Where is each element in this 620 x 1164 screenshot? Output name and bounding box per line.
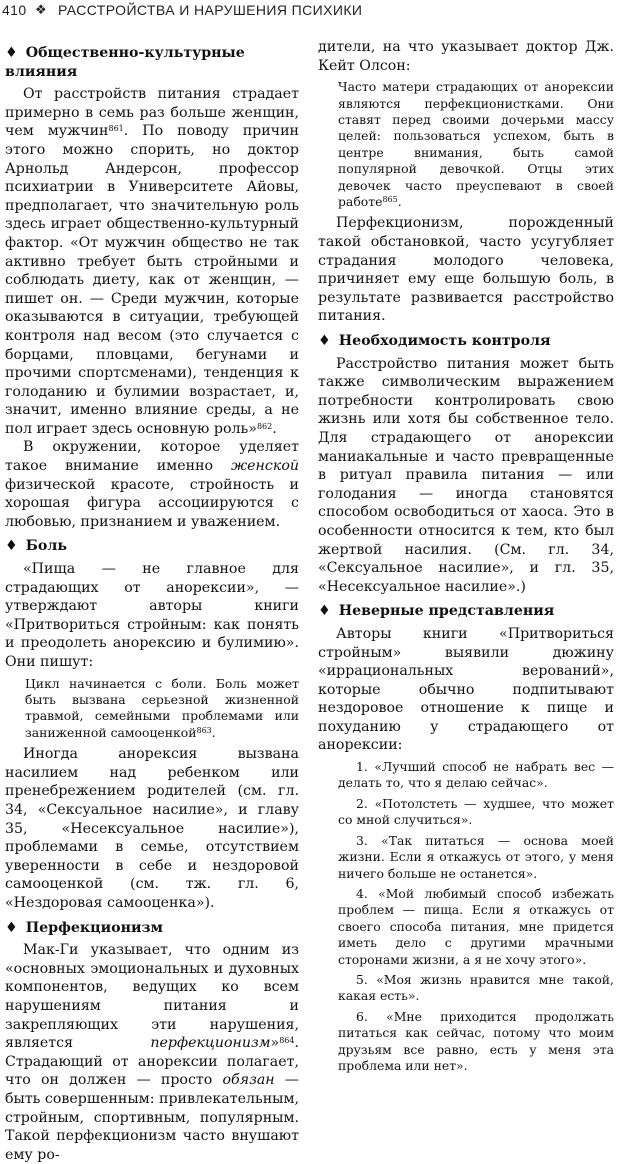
footnote-ref: 862 — [256, 421, 273, 431]
list-item: 1. «Лучший способ не набрать вес — делать то, что я делаю сейчас». — [338, 759, 614, 791]
paragraph: Авторы книги «Притвориться стройным» выявили дюжину «иррациональных верований», которые обычно подпитывают нездоровое отношение к пище и похуданию у страдающего от анорексии: — [318, 625, 614, 754]
paragraph: Мак-Ги указывает, что одним из «основных эмоциональных и духовных компонентов, ведущих ко всем нарушениям питания и закрепляющих эти нарушения, является перфекционизм»$^{864}$. Страдающий от анорексии полагает, что он должен — просто обязан — быть совершенным: привлекательным, стройным, спортивным, популярным. Такой перфекционизм часто внушают ему ро- — [5, 942, 299, 1163]
running-header — [0, 0, 620, 28]
paragraph: Расстройство питания может быть также символическим выражением потребности контролировать свою жизнь или хотя бы собственное тело. Для страдающего от анорексии маниакальные и часто превращенные в ритуал правила питания — или голодания — иногда становятся способом освободиться от хаоса. Это в особенности относится к тем, кто был жертвой насилия. (См. гл. 34, «Сексуальное насилие», и гл. 35, «Несексуальное насилие».) — [318, 355, 614, 595]
footnote-ref: 863 — [196, 725, 212, 735]
heading-perfectionism: ♦ Перфекционизм — [5, 919, 163, 936]
diamond-bullet-icon: ♦ — [5, 919, 18, 936]
diamond-bullet-icon: ♦ — [318, 333, 331, 349]
footnote-ref: 864 — [279, 1036, 295, 1046]
list-item: 2. «Потолстеть — худшее, что может со мной случиться». — [338, 795, 614, 828]
list-item: 3. «Так питаться — основа моей жизни. Если я откажусь от этого, у меня ничего больше не останется». — [338, 832, 614, 881]
heading-misconceptions: ♦ Неверные представления — [318, 603, 555, 620]
paragraph: дители, на что указывает доктор Дж. Кейт Олсон: — [318, 39, 614, 74]
beliefs-list — [318, 759, 614, 1074]
list-item: 6. «Мне приходится продолжать питаться как сейчас, потому что моим друзьям все равно, есть у меня эта проблема или нет». — [338, 1008, 614, 1073]
heading-sociocultural: ♦ Общественно-культурные влияния — [5, 45, 245, 80]
list-item: 5. «Моя жизнь нравится мне такой, какая есть». — [338, 971, 614, 1004]
paragraph: В окружении, которое уделяет такое внимание именно женской физической красоте, стройность и хорошая фигура ассоциируются с любовью, признанием и уважением. — [5, 439, 299, 530]
list-item: 4. «Мой любимый способ избежать проблем — пища. Если я откажусь от своего способа питания, мне придется иметь дело с другими мрачными сторонами жизни, а я не хочу этого». — [338, 885, 614, 967]
right-column — [318, 38, 614, 1078]
diamond-bullet-icon: ♦ — [318, 603, 331, 620]
paragraph: «Пища — не главное для страдающих от анорексии», — утверждают авторы книги «Притвориться стройным: как понять и преодолеть анорексию и булимию». Они пишут: — [5, 561, 299, 670]
page-number: 410 — [2, 2, 27, 18]
diamond-bullet-icon: ♦ — [5, 538, 18, 555]
footnote-ref: 865 — [382, 195, 398, 205]
paragraph: От расстройств питания страдает примерно в семь раз больше женщин, чем мужчин$^{861}$. По поводу причин этого можно спорить, но доктор Арнольд Андерсон, профессор психиатрии в Университете Айовы, предполагает, что значительную роль здесь играет общественно-культурный фактор. «От мужчин общество не так активно требует быть стройными и соблюдать диету, как от женщин, — пишет он. — Среди мужчин, которые оказываются в ситуации, требующей контроля над весом (это случается с борцами, пловцами, бегунами и прочими спортсменами), тенденция к голоданию и булимии возрастает, и, значит, именно влияние среды, а не пол играет здесь основную роль»$^{862}$. — [5, 86, 299, 437]
block-quote: Цикл начинается с боли. Боль может быть вызвана серьезной жизненной травмой, семейными проблемами или заниженной самооценкой$^{863}$. — [25, 675, 299, 740]
left-column — [5, 38, 299, 1164]
paragraph: Иногда анорексия вызвана насилием над ребенком или пренебрежением родителей (см. гл. 34, «Сексуальное насилие», и главу 35, «Несексуальное насилие»), проблемами в семье, отсутствием уверенности в себе и нездоровой самооценкой (см. тж. гл. 6, «Нездоровая самооценка»). — [5, 746, 299, 911]
running-title: РАССТРОЙСТВА И НАРУШЕНИЯ ПСИХИКИ — [58, 2, 363, 18]
footnote-ref: 861 — [108, 124, 124, 134]
block-quote: Часто матери страдающих от анорексии являются перфекционистками. Они ставят перед своими дочерьми массу целей: пользоваться успехом, быть в центре внимания, быть самой популярной девочкой. Отцы этих девочек часто преуспевают в своей работе$^{865}$. — [338, 79, 614, 210]
heading-pain: ♦ Боль — [5, 538, 67, 555]
paragraph: Перфекционизм, порожденный такой обстановкой, часто усугубляет страдания молодого человека, причиняет ему еще большую боль, в результате развивается расстройство питания. — [318, 215, 614, 325]
diamond-ornament-icon: ❖ — [35, 2, 48, 17]
heading-control: ♦ Необходимость контроля — [318, 333, 551, 349]
diamond-bullet-icon: ♦ — [5, 45, 18, 61]
